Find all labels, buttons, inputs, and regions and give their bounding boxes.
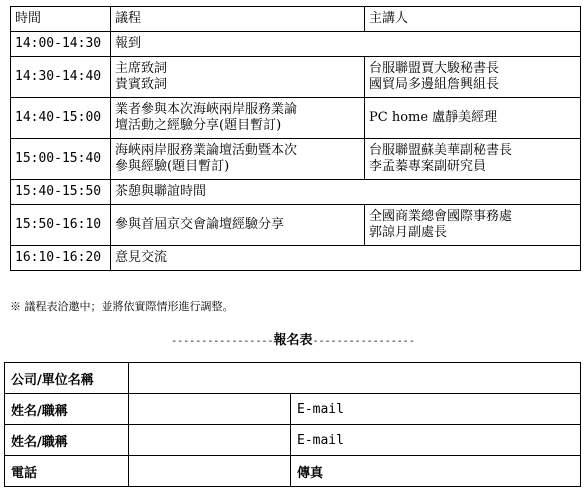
- agenda-note: ※ 議程表洽邀中；並將依實際情形進行調整。: [10, 300, 234, 313]
- agenda-topic: [111, 246, 581, 271]
- registration-form: [4, 362, 581, 487]
- registration-divider: [0, 329, 586, 348]
- topic-line: 意見交流: [115, 250, 168, 265]
- agenda-time: 14:00-14:30: [11, 32, 111, 57]
- agenda-topic: [111, 98, 365, 139]
- topic-line: 壇活動之經驗分享(題目暫訂): [115, 118, 282, 133]
- email-label: E-mail: [297, 401, 344, 417]
- header-speaker: 主講人: [365, 7, 581, 32]
- topic-line: 參與經驗(題目暫訂): [115, 159, 230, 174]
- speaker-line: PC home 盧靜美經理: [369, 110, 498, 125]
- divider-dashes-left: -----------------: [171, 336, 274, 347]
- agenda-time: 16:10-16:20: [11, 246, 111, 271]
- divider-dashes-right: -----------------: [312, 336, 415, 347]
- agenda-time: 15:40-15:50: [11, 180, 111, 205]
- form-row: [5, 425, 581, 456]
- agenda-header-row: [11, 7, 581, 32]
- fax-label: 傳真: [297, 465, 324, 481]
- registration-title: 報名表: [273, 333, 313, 348]
- speaker-line: 國貿局多邊組詹興組長: [369, 77, 500, 92]
- agenda-row: [11, 180, 581, 205]
- agenda-topic: [111, 180, 581, 205]
- name-title-field[interactable]: [129, 394, 291, 425]
- topic-line: 主席致詞: [115, 61, 168, 76]
- agenda-time: 14:40-15:00: [11, 98, 111, 139]
- topic-line: 參與首屆京交會論壇經驗分享: [115, 217, 285, 232]
- header-time: 時間: [11, 7, 111, 32]
- agenda-row: [11, 205, 581, 246]
- company-label: 公司/單位名稱: [5, 363, 129, 394]
- fax-field[interactable]: [291, 456, 581, 487]
- topic-line: 茶憩與聯誼時間: [115, 184, 207, 199]
- agenda-speaker: [365, 57, 581, 98]
- form-row: [5, 363, 581, 394]
- agenda-row: [11, 246, 581, 271]
- name-title-field[interactable]: [129, 425, 291, 456]
- name-title-label: 姓名/職稱: [5, 425, 129, 456]
- speaker-line: 台服聯盟蘇美華副秘書長: [369, 143, 513, 158]
- agenda-row: [11, 98, 581, 139]
- agenda-topic: [111, 139, 365, 180]
- agenda-topic: [111, 57, 365, 98]
- agenda-row: [11, 32, 581, 57]
- name-title-label: 姓名/職稱: [5, 394, 129, 425]
- header-topic: 議程: [111, 7, 365, 32]
- agenda-speaker: [365, 205, 581, 246]
- agenda-row: [11, 139, 581, 180]
- agenda-time: 15:00-15:40: [11, 139, 111, 180]
- topic-line: 報到: [115, 36, 142, 51]
- email-field[interactable]: [291, 394, 581, 425]
- agenda-time: 15:50-16:10: [11, 205, 111, 246]
- topic-line: 貴賓致詞: [115, 77, 168, 92]
- agenda-speaker: [365, 98, 581, 139]
- agenda-speaker: [365, 139, 581, 180]
- speaker-line: 李孟蓁專案副研究員: [369, 159, 487, 174]
- speaker-line: 全國商業總會國際事務處: [369, 209, 513, 224]
- phone-label: 電話: [5, 456, 129, 487]
- agenda-time: 14:30-14:40: [11, 57, 111, 98]
- agenda-topic: [111, 32, 581, 57]
- speaker-line: 郭諒月副處長: [369, 225, 448, 240]
- speaker-line: 台服聯盟賈大駿秘書長: [369, 61, 500, 76]
- topic-line: 業者參與本次海峽兩岸服務業論: [115, 102, 298, 117]
- topic-line: 海峽兩岸服務業論壇活動暨本次: [115, 143, 298, 158]
- email-field[interactable]: [291, 425, 581, 456]
- agenda-table: [10, 6, 581, 271]
- phone-field[interactable]: [129, 456, 291, 487]
- form-row: [5, 456, 581, 487]
- email-label: E-mail: [297, 432, 344, 448]
- agenda-row: [11, 57, 581, 98]
- company-field[interactable]: [129, 363, 581, 394]
- form-row: [5, 394, 581, 425]
- agenda-topic: [111, 205, 365, 246]
